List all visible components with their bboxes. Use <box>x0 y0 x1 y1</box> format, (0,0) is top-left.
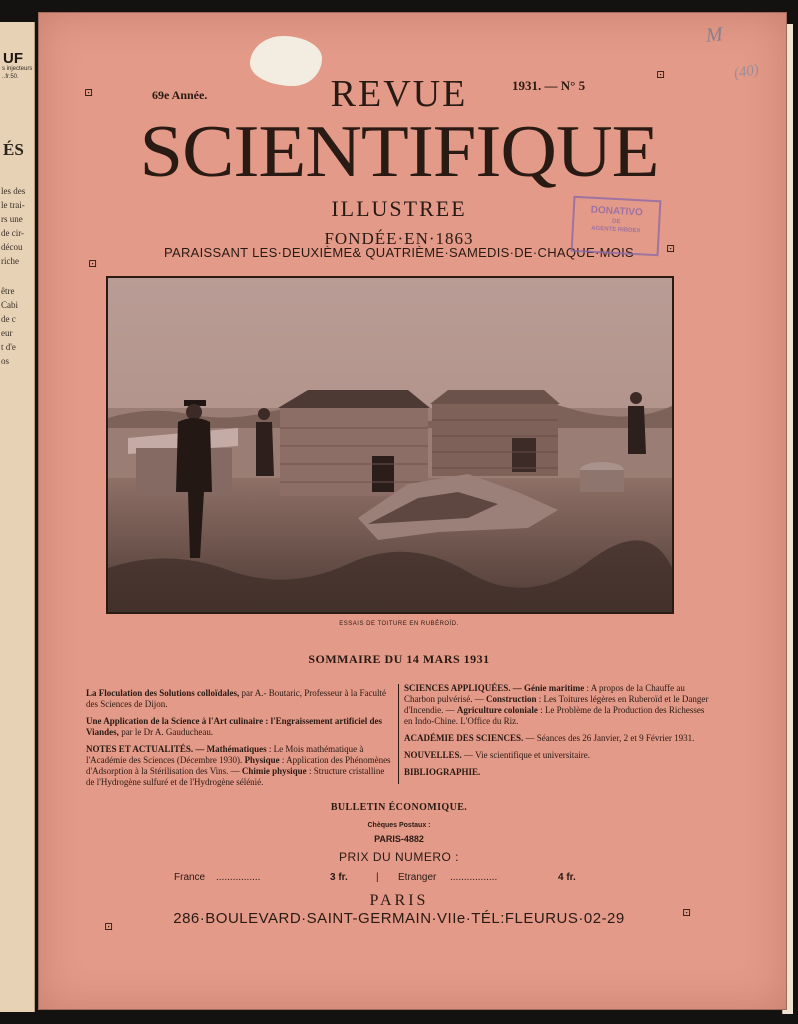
toc-entry: Une Application de la Science à l'Art culinaire : l'Engraissement artificiel des Viandes, par le Dr A. Gauducheau. <box>86 716 383 737</box>
background-text-column-2: être Cabi de c eur t d'e os <box>1 286 18 366</box>
hut-right <box>430 390 560 476</box>
etranger-price: 4 fr. <box>558 872 576 883</box>
france-label: France <box>174 872 206 883</box>
library-stamp: DONATIVO DE AGENTE RIBDEX <box>571 196 662 257</box>
cover-photograph <box>106 276 674 614</box>
background-small-text: s injecteurs <box>2 66 33 72</box>
publisher-address: 286·BOULEVARD·SAINT-GERMAIN·VIIe·TÉL:FLEURUS·02-29 <box>173 910 625 927</box>
background-small-text: ..fr.50. <box>2 74 19 80</box>
city: PARIS <box>369 892 429 909</box>
ornament-icon: ⊡ <box>682 907 692 919</box>
toc-divider <box>398 684 399 784</box>
founded-line: FONDÉE·EN·1863 <box>324 229 474 248</box>
background-heading-fragment: ÉS <box>3 140 24 159</box>
bulletin-economique: BULLETIN ÉCONOMIQUE. <box>330 802 468 813</box>
ornament-icon: ⊡ <box>104 921 114 933</box>
masthead-subtitle: ILLUSTREE <box>331 196 467 221</box>
publication-schedule: PARAISSANT LES·DEUXIÈME& QUATRIÈME·SAMEDIS·DE·CHAQUE·MOIS <box>164 245 634 260</box>
etranger-dots: ................. <box>450 872 498 883</box>
issue-number: 1931. — N° 5 <box>512 78 586 93</box>
masthead-revue: REVUE <box>330 73 468 115</box>
photo-caption: ESSAIS DE TOITURE EN RUBÉROÏD. <box>339 621 459 627</box>
toc-entry: NOTES ET ACTUALITÉS. — Mathématiques : Le Mois mathématique à l'Académie des Sciences (Décembre 1930). Physique : Application des Phénomènes d'Adsorption à la Stérilisation des Vins. — Chimie physique : Structure cristalline de l'Hydrogène sulfuré et de l'Hydrogène sélénié. <box>86 744 391 787</box>
price-heading: PRIX DU NUMERO : <box>338 850 459 864</box>
toc-right-column <box>404 683 710 784</box>
etranger-label: Etranger <box>398 872 437 883</box>
masthead-title: SCIENTIFIQUE <box>139 111 659 193</box>
ornament-icon: ⊡ <box>84 87 94 99</box>
ornament-icon: ⊡ <box>666 243 676 255</box>
toc-entry: NOUVELLES. — Vie scientifique et universitaire. <box>404 750 591 760</box>
ornament-icon: ⊡ <box>88 258 98 270</box>
toc-entry: SCIENCES APPLIQUÉES. — Génie maritime : A propos de la Chauffe au Charbon pulvérisé. — Construction : Les Toitures légères en Ruberoïd et le Danger d'Incendie. — Agriculture coloniale : Le Problème de la Production des Richesses en Indo-Chine. L'Office du Riz. <box>404 683 709 726</box>
volume-year: 69e Année. <box>152 88 208 102</box>
postal-account: PARIS-4882 <box>374 834 424 844</box>
cheques-postaux-label: Chèques Postaux : <box>367 822 431 829</box>
toc-entry: BIBLIOGRAPHIE. <box>404 767 481 777</box>
photo-illustration <box>108 278 672 612</box>
handwritten-mark: M <box>704 23 724 47</box>
handwritten-number: (40) <box>732 61 761 83</box>
sommaire-heading: SOMMAIRE DU 14 MARS 1931 <box>308 652 490 666</box>
background-text-column: les des le trai- rs une de cir- décou riche <box>1 186 26 266</box>
hut-left <box>278 390 430 496</box>
france-dots: ................ <box>216 872 261 883</box>
toc-entry: La Floculation des Solutions colloïdales, par A.- Boutaric, Professeur à la Faculté des Sciences de Dijon. <box>86 688 386 709</box>
price-separator: | <box>376 872 379 883</box>
ornament-icon: ⊡ <box>656 69 666 81</box>
toc-left-column <box>86 688 394 794</box>
background-logo-fragment: UF <box>3 50 23 67</box>
toc-entry: ACADÉMIE DES SCIENCES. — Séances des 26 Janvier, 2 et 9 Février 1931. <box>404 733 695 743</box>
france-price: 3 fr. <box>330 872 348 883</box>
